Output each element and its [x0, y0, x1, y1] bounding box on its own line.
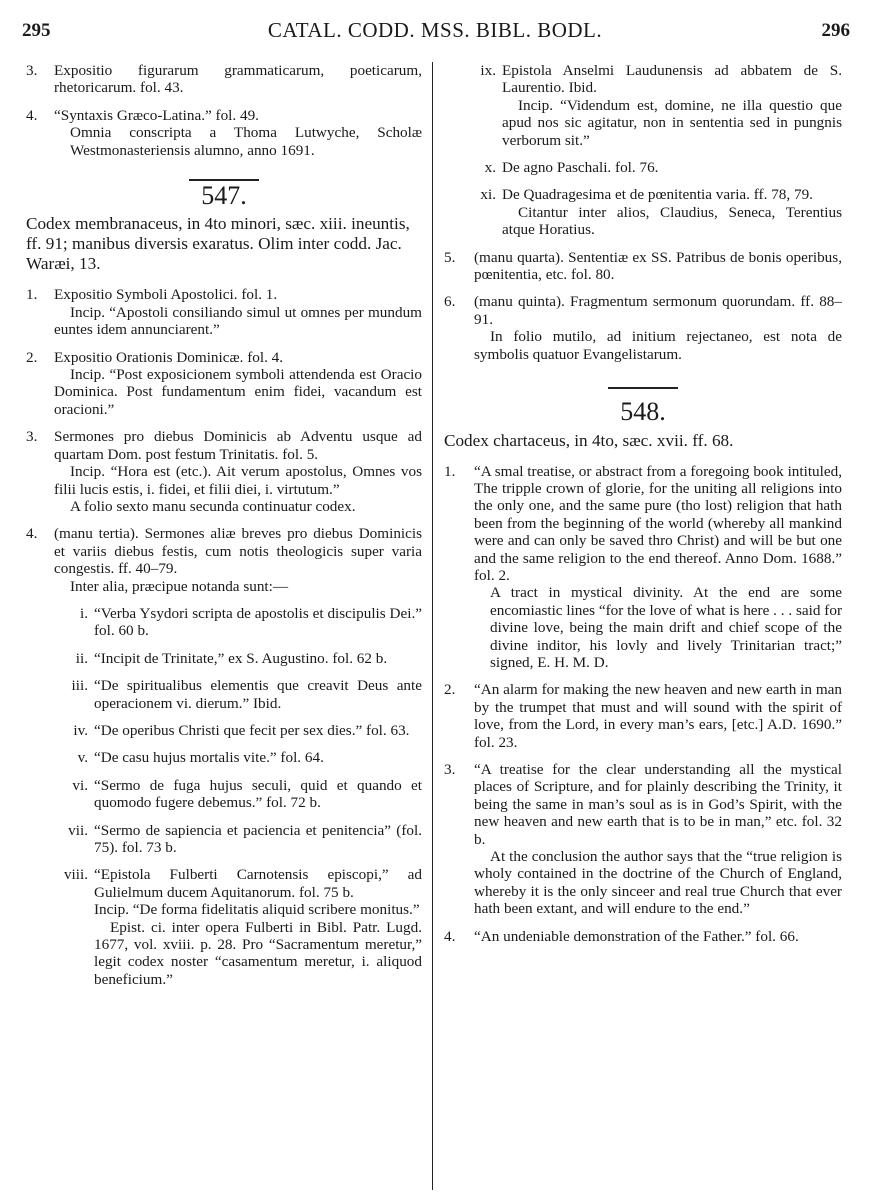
- roman-item: [444, 159, 842, 176]
- roman-text: De agno Paschali. fol. 76.: [502, 159, 659, 177]
- roman-item: [52, 749, 422, 766]
- roman-text: “De casu hujus mortalis vite.” fol. 64.: [94, 749, 324, 767]
- entry-text: Expositio Orationis Dominicæ. fol. 4.: [54, 348, 284, 366]
- entry-incipit: Incip. “De forma fidelitatis aliquid scribere monitus.”: [94, 901, 420, 919]
- section-rule: [608, 387, 678, 389]
- right-column: [444, 62, 842, 955]
- entry-item: [444, 463, 842, 672]
- roman-item: [52, 650, 422, 667]
- roman-number: viii.: [63, 866, 88, 884]
- entry-note: At the conclusion the author says that the “true religion is wholy contained in the doctrine of the Church of England, whereby it is the only sinceer and real true Church that ever hath been extant, and will endure to the end.”: [474, 848, 842, 918]
- codex-number: 548.: [620, 397, 666, 427]
- entry-number: 4.: [444, 927, 456, 945]
- entry-item: [444, 249, 842, 284]
- roman-text: “Sermo de sapiencia et paciencia et penitencia” (fol. 75). fol. 73 b.: [94, 821, 422, 856]
- entry-number: 3.: [444, 761, 456, 778]
- roman-list: [26, 605, 422, 856]
- entry-text: “Syntaxis Græco-Latina.” fol. 49.: [54, 106, 259, 124]
- entry-note: Epist. ci. inter opera Fulberti in Bibl. Patr. Lugd. 1677, vol. xviii. p. 28. Pro “Sacramentum meretur,” legit codex noster “casamentum meretur, i. aliquod beneficium.”: [94, 918, 422, 988]
- roman-item: [444, 62, 842, 149]
- roman-item: [26, 866, 422, 988]
- roman-text: “Verba Ysydori scripta de apostolis et discipulis Dei.” fol. 60 b.: [94, 604, 422, 640]
- roman-item: [52, 722, 422, 739]
- entry-number: 3.: [26, 62, 38, 79]
- entry-item: [444, 928, 842, 945]
- entry-text: “An undeniable demonstration of the Father.” fol. 66.: [474, 927, 799, 945]
- roman-number: iii.: [71, 677, 88, 695]
- entry-incipit: Incip. “Apostoli consiliando simul ut omnes per mundum euntes idem annunciarent.”: [54, 303, 422, 339]
- entry-number: 4.: [26, 106, 38, 124]
- entry-item: [26, 286, 422, 338]
- entry-note: A tract in mystical divinity. At the end are some encomiastic lines “for the love of what is here . . . said for divine love, being the main drift and chief scope of the divine inditor, his lovly and lively Trinitarian tract;” signed, E. H. M. D.: [490, 584, 842, 671]
- entry-incipit: Incip. “Videndum est, domine, ne illa questio que apud nos sic agitatur, non in sententia sed in pungnis verborum sit.”: [502, 96, 842, 149]
- roman-number: xi.: [480, 186, 496, 204]
- page-number-right: 296: [821, 20, 850, 41]
- entry-number: 2.: [444, 681, 456, 699]
- entry-item: [444, 761, 842, 918]
- entry-text: Expositio figurarum grammaticarum, poeticarum, rhetoricarum. fol. 43.: [54, 62, 422, 97]
- roman-number: vii.: [68, 821, 88, 839]
- entry-item: [26, 62, 422, 97]
- roman-number: i.: [79, 604, 88, 622]
- codex-description: Codex membranaceus, in 4to minori, sæc. xiii. ineuntis, ff. 91; manibus diversis exaratus. Olim inter codd. Jac. Waræi, 13.: [26, 214, 410, 274]
- entry-item: [444, 681, 842, 751]
- entry-incipit: Incip. “Hora est (etc.). Ait verum apostolus, Omnes vos filii lucis estis, i. fidei, et filii diei, i. virtutum.”: [54, 463, 422, 498]
- entry-text: Sermones pro diebus Dominicis ab Adventu usque ad quartam Dom. post festum Trinitatis. fol. 5.: [54, 428, 422, 463]
- page-header: [0, 0, 870, 48]
- entry-item: [444, 293, 842, 363]
- roman-item: [444, 186, 842, 238]
- roman-text: “Epistola Fulberti Carnotensis episcopi,” ad Gulielmum ducem Aquitanorum. fol. 75 b.: [94, 866, 422, 901]
- entry-item: [26, 525, 422, 595]
- page-number-left: 295: [22, 20, 51, 41]
- entry-note: Omnia conscripta a Thoma Lutwyche, Scholæ Westmonasteriensis alumno, anno 1691.: [70, 124, 422, 159]
- entry-number: 4.: [26, 525, 38, 543]
- entry-number: 5.: [444, 248, 456, 266]
- entry-number: 2.: [26, 348, 38, 366]
- roman-item: [52, 777, 422, 812]
- entry-text: (manu quarta). Sententiæ ex SS. Patribus de bonis operibus, pœnitentia, etc. fol. 80.: [474, 248, 842, 284]
- entry-number: 1.: [444, 462, 456, 480]
- entry-incipit: Incip. “Post exposicionem symboli attendenda est Oracio Dominica. Post fundamentum enim fidei, vacandum est oracioni.”: [54, 366, 422, 418]
- roman-number: x.: [484, 159, 496, 177]
- entry-text: (manu quinta). Fragmentum sermonum quorundam. ff. 88–91.: [474, 293, 842, 328]
- entry-note: Citantur inter alios, Claudius, Seneca, Terentius atque Horatius.: [502, 203, 842, 239]
- entry-text: “A treatise for the clear understanding all the mystical places of Scripture, and for plainly describing the Trinity, it being the same in man’s soul as is in God’s Spirit, with the new heaven and new earth that is to be in man,” etc. fol. 32 b.: [474, 761, 842, 848]
- roman-text: Epistola Anselmi Laudunensis ad abbatem de S. Laurentio. Ibid.: [502, 62, 842, 97]
- codex-description: Codex chartaceus, in 4to, sæc. xvii. ff. 68.: [444, 430, 734, 450]
- roman-number: ii.: [75, 649, 88, 667]
- entry-item: [26, 428, 422, 515]
- entry-text: Expositio Symboli Apostolici. fol. 1.: [54, 286, 278, 304]
- roman-number: ix.: [480, 62, 496, 79]
- entry-item: [26, 349, 422, 419]
- entry-number: 1.: [26, 286, 38, 304]
- entry-note: In folio mutilo, ad initium rejectaneo, est nota de symbolis quatuor Evangelistarum.: [474, 328, 842, 363]
- roman-number: iv.: [73, 721, 88, 739]
- left-column: [26, 62, 422, 998]
- roman-item: [52, 822, 422, 857]
- entry-text: “A smal treatise, or abstract from a foregoing book intituled, The tripple crown of glorie, for the uniting all religions into the only one, and the same pure (tho lost) religion that hath been from the beginning of the world (whereby all mankind were and can only be saved thro Christ) and will be but one and the same religion to the end thereof. Anno Dom. 1688.” fol. 2.: [474, 462, 842, 584]
- roman-item: [52, 677, 422, 712]
- entry-number: 3.: [26, 428, 38, 446]
- entry-number: 6.: [444, 293, 456, 311]
- entry-text: “An alarm for making the new heaven and new earth in man by the trumpet that must and will sound with the spirit of love, from the Lord, in every man’s ears, [etc.] A.D. 1690.” fol. 23.: [474, 681, 842, 751]
- entry-note: Inter alia, præcipue notanda sunt:—: [70, 577, 289, 595]
- entry-item: [26, 107, 422, 159]
- roman-text: “De spiritualibus elementis que creavit Deus ante operacionem vi. dierum.” Ibid.: [94, 677, 422, 712]
- roman-item: [52, 605, 422, 640]
- running-title: CATAL. CODD. MSS. BIBL. BODL.: [267, 18, 603, 42]
- roman-number: vi.: [72, 776, 88, 794]
- roman-number: v.: [77, 749, 88, 767]
- roman-text: “De operibus Christi que fecit per sex dies.” fol. 63.: [94, 721, 410, 739]
- codex-number: 547.: [201, 181, 247, 211]
- column-divider: [432, 62, 433, 1190]
- roman-text: “Incipit de Trinitate,” ex S. Augustino. fol. 62 b.: [94, 649, 388, 667]
- entry-note: A folio sexto manu secunda continuatur codex.: [70, 497, 356, 515]
- entry-text: (manu tertia). Sermones aliæ breves pro diebus Dominicis et variis diebus festis, cum notis theologicis super varia congestis. ff. 40–79.: [54, 525, 422, 578]
- roman-text: “Sermo de fuga hujus seculi, quid et quando et quomodo fugere debemus.” fol. 72 b.: [94, 776, 422, 812]
- roman-text: De Quadragesima et de pœnitentia varia. ff. 78, 79.: [502, 186, 813, 204]
